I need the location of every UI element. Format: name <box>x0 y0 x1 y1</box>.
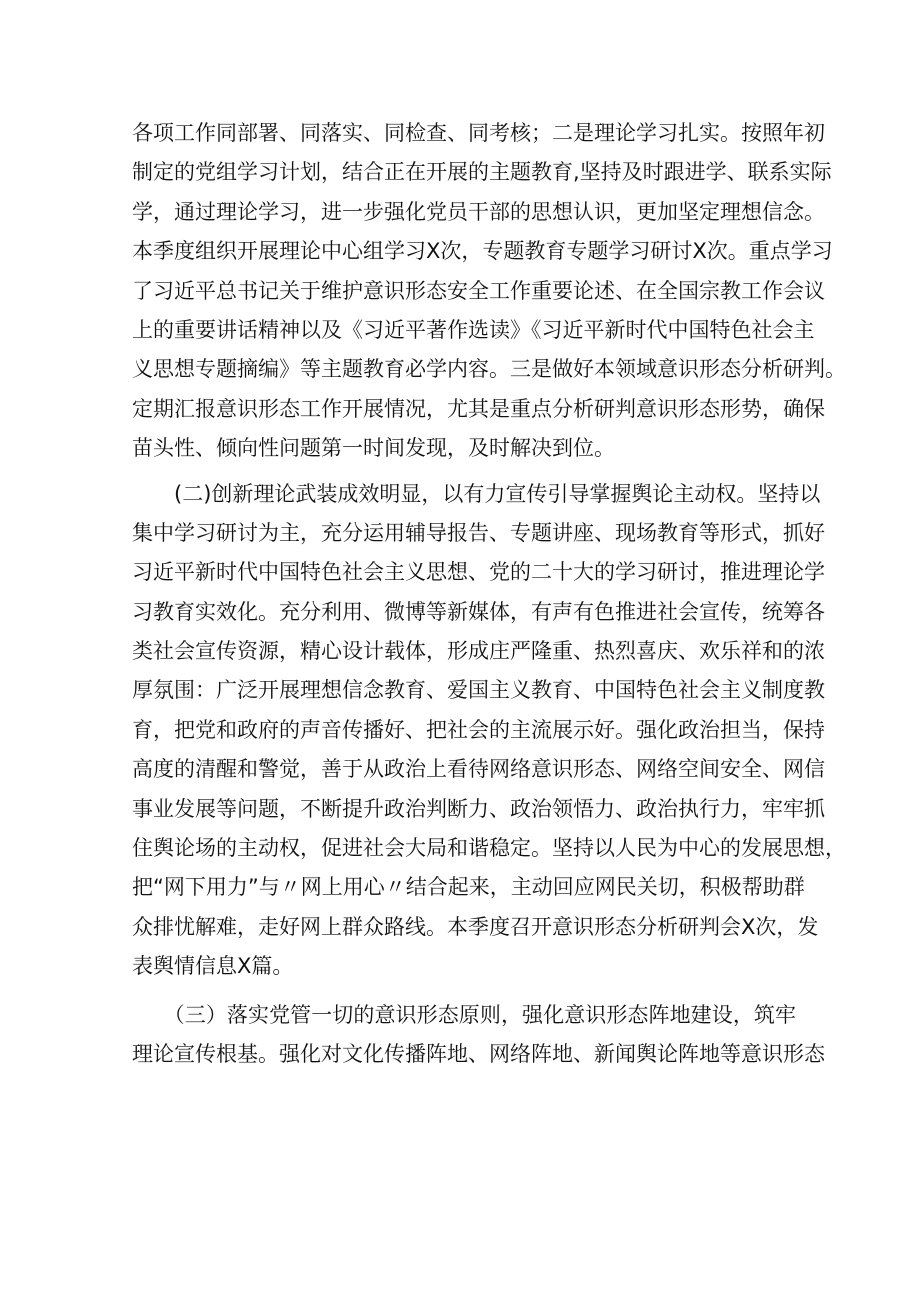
text-line: 把“网下用力”与〃网上用心〃结合起来，主动回应网民关切，积极帮助群 <box>132 875 805 900</box>
text-line: 各项工作同部署、同落实、同检查、同考核；二是理论学习扎实。按照年初 <box>132 121 825 145</box>
paragraph-3 <box>132 996 825 1075</box>
text-line: 习近平新时代中国特色社会主义思想、党的二十大的学习研讨，推进理论学 <box>132 560 825 585</box>
body-text <box>132 114 846 1074</box>
text-line: 表舆情信息X篇。 <box>132 954 294 979</box>
text-line: 上的重要讲话精神以及《习近平著作选读》《习近平新时代中国特色社会主 <box>132 317 815 342</box>
text-line: 厚氛围：广泛开展理想信念教育、爱国主义教育、中国特色社会主义制度教 <box>132 678 825 703</box>
text-line: 高度的清醒和警觉，善于从政治上看待网络意识形态、网络空间安全、网信 <box>132 757 825 782</box>
text-line: 住舆论场的主动权，促进社会大局和谐稳定。坚持以人民为中心的发展思想， <box>132 836 846 861</box>
paragraph-2 <box>132 475 846 987</box>
text-line: 理论宣传根基。强化对文化传播阵地、网络阵地、新闻舆论阵地等意识形态 <box>132 1041 825 1066</box>
text-line: 育，把党和政府的声音传播好、把社会的主流展示好。强化政治担当，保持 <box>132 717 825 742</box>
text-line: 苗头性、倾向性问题第一时间发现，及时解决到位。 <box>132 436 615 461</box>
text-line: 类社会宣传资源，精心设计载体，形成庄严隆重、热烈喜庆、欢乐祥和的浓 <box>132 639 825 664</box>
text-line: 本季度组织开展理论中心组学习X次，专题教育专题学习研讨X次。重点学习 <box>132 239 833 264</box>
text-line: 集中学习研讨为主，充分运用辅导报告、专题讲座、现场教育等形式，抓好 <box>132 520 825 545</box>
text-line: 众排忧解难，走好网上群众路线。本季度召开意识形态分析研判会X次，发 <box>132 914 819 939</box>
paragraph-1 <box>132 114 846 469</box>
text-line: 制定的党组学习计划，结合正在开展的主题教育,坚持及时跟进学、联系实际 <box>132 160 832 185</box>
text-line: 学，通过理论学习，进一步强化党员干部的思想认识，更加坚定理想信念。 <box>132 199 825 224</box>
text-line: 定期汇报意识形态工作开展情况，尤其是重点分析研判意识形态形势，确保 <box>132 396 825 421</box>
text-line: 事业发展等问题，不断提升政治判断力、政治领悟力、政治执行力，牢牢抓 <box>132 796 825 821</box>
text-line: 习教育实效化。充分利用、微博等新媒体，有声有色推进社会宣传，统筹各 <box>132 599 825 624</box>
text-line: 了习近平总书记关于维护意识形态安全工作重要论述、在全国宗教工作会议 <box>132 278 825 303</box>
text-line: （三）落实党管一切的意识形态原则，强化意识形态阵地建设，筑牢 <box>132 1002 796 1027</box>
text-line: 义思想专题摘编》等主题教育必学内容。三是做好本领域意识形态分析研判。 <box>132 357 846 382</box>
text-line: (二)创新理论武装成效明显，以有力宣传引导掌握舆论主动权。坚持以 <box>132 481 821 506</box>
